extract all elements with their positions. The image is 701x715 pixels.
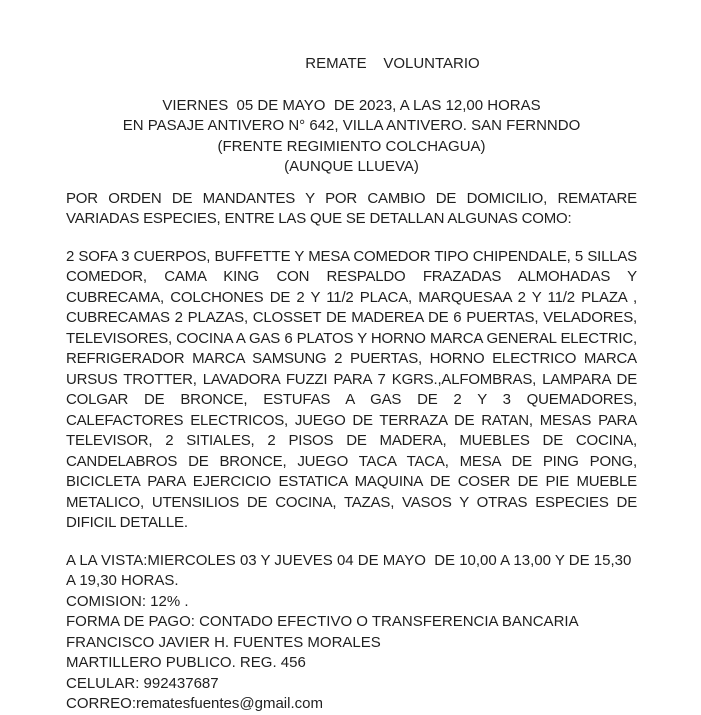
event-address-line: EN PASAJE ANTIVERO N° 642, VILLA ANTIVERO. SAN FERNNDO — [122, 117, 581, 134]
event-header — [66, 96, 637, 178]
items-paragraph: 2 SOFA 3 CUERPOS, BUFFETTE Y MESA COMEDOR TIPO CHIPENDALE, 5 SILLAS COMEDOR, CAMA KING CON RESPALDO FRAZADAS ALMOHADAS Y CUBRECAMA, COLCHONES DE 2 Y 11/2 PLACA, MARQUESAA 2 Y 11/2 PLAZA , CUBRECAMAS 2 PLAZAS, CLOSSET DE MADEREA DE 6 PUERTAS, VELADORES, TELEVISORES, COCINA A GAS 6 PLATOS Y HORNO MARCA GENERAL ELECTRIC, REFRIGERADOR MARCA SAMSUNG 2 PUERTAS, HORNO ELECTRICO MARCA URSUS TROTTER, LAVADORA FUZZI PARA 7 KGRS.,ALFOMBRAS, LAMPARA DE COLGAR DE BRONCE, ESTUFAS A GAS DE 2 Y 3 QUEMADORES, CALEFACTORES ELECTRICOS, JUEGO DE TERRAZA DE RATAN, MESAS PARA TELEVISOR, 2 SITIALES, 2 PISOS DE MADERA, MUEBLES DE COCINA, CANDELABROS DE BRONCE, JUEGO TACA TACA, MESA DE PING PONG, BICICLETA PARA EJERCICIO ESTATICA MAQUINA DE COSER DE PIE MUEBLE METALICO, UTENSILIOS DE COCINA, TAZAS, VASOS Y OTRAS ESPECIES DE DIFICIL DETALLE. — [66, 247, 637, 531]
commission-line: COMISION: 12% . — [66, 592, 189, 610]
viewing-hours-line: A LA VISTA:MIERCOLES 03 Y JUEVES 04 DE MAYO DE 10,00 A 13,00 Y DE 15,30 A 19,30 HORAS. — [66, 551, 635, 589]
terms-and-contact — [66, 551, 637, 715]
phone-line: CELULAR: 992437687 — [66, 674, 219, 692]
auctioneer-name-line: FRANCISCO JAVIER H. FUENTES MORALES — [66, 633, 381, 651]
event-rain-or-shine-line: (AUNQUE LLUEVA) — [284, 158, 419, 175]
intro-paragraph: POR ORDEN DE MANDANTES Y POR CAMBIO DE DOMICILIO, REMATARE VARIADAS ESPECIES, ENTRE LAS QUE SE DETALLAN ALGUNAS COMO: — [66, 189, 637, 227]
document-title: REMATE VOLUNTARIO — [305, 55, 480, 72]
event-date-time-line: VIERNES 05 DE MAYO DE 2023, A LAS 12,00 HORAS — [162, 96, 541, 114]
email-line: CORREO:rematesfuentes@gmail.com — [66, 695, 323, 712]
auctioneer-registration-line: MARTILLERO PUBLICO. REG. 456 — [66, 654, 306, 671]
payment-method-line: FORMA DE PAGO: CONTADO EFECTIVO O TRANSFERENCIA BANCARIA — [66, 613, 579, 630]
event-landmark-line: (FRENTE REGIMIENTO COLCHAGUA) — [217, 137, 486, 155]
